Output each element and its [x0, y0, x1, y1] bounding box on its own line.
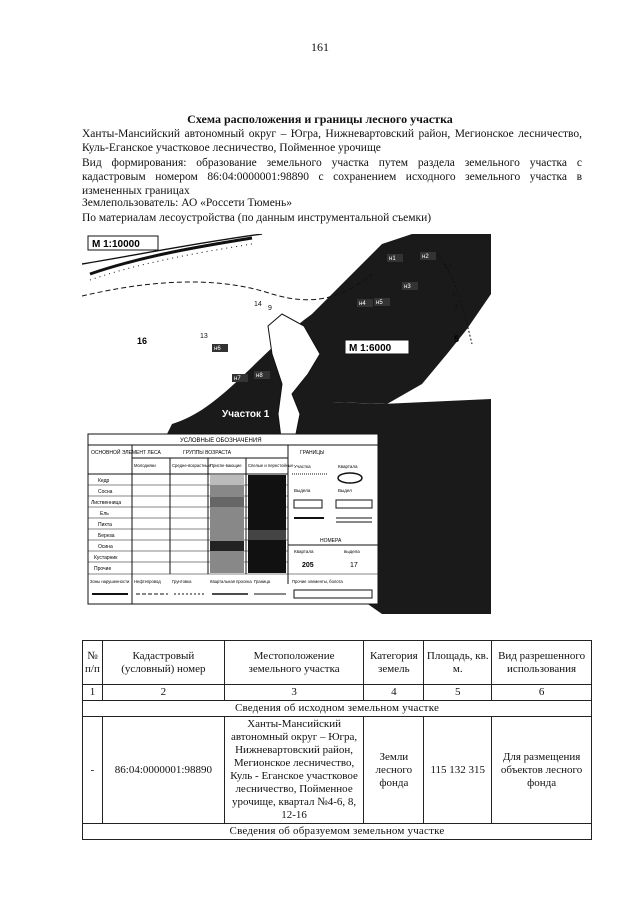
legend-species-label: Ель	[100, 511, 109, 517]
legend-species-header: ОСНОВНОЙ ЭЛЕМЕНТ ЛЕСА	[91, 450, 161, 456]
map-drawing	[82, 234, 491, 614]
land-user-paragraph: Землепользователь: АО «Россети Тюмень»	[82, 197, 292, 209]
vydel-label: н2	[422, 254, 429, 260]
legend-age-label: Приспе-вающие	[210, 463, 242, 468]
point-label: 17	[444, 264, 452, 271]
legend-bottom-label: Граница	[254, 579, 271, 584]
site-scheme-map	[82, 234, 491, 614]
section-formed-row	[83, 824, 592, 840]
header-area: Площадь, кв. м.	[424, 641, 492, 685]
table-row	[83, 717, 592, 824]
index-cell: 3	[224, 685, 364, 701]
table-header-row	[83, 641, 592, 685]
section-source-title: Сведения об исходном земельном участке	[83, 701, 592, 717]
legend-vydel-number: 17	[350, 562, 358, 569]
legend-numbering-label: выдела	[344, 549, 360, 554]
table-index-row	[83, 685, 592, 701]
legend-bottom-label: Квартальная просека	[210, 579, 252, 584]
legend-species-label: Прочие	[94, 566, 112, 572]
land-plot-table	[82, 640, 592, 840]
row-location: Ханты-Мансийский автономный округ – Югра, Нижневартовский район, Мегионское лесничество, Куль - Еганское участковое лесничество, Пойменное урочище, квартал №4-6, 8, 12-16	[224, 717, 364, 824]
legend-age-label: Молодняки	[134, 463, 156, 468]
quarter-label-2: 5	[454, 334, 460, 344]
legend-species-label: Кустарник	[94, 555, 118, 561]
legend-bottom-label: Грунтовка	[172, 579, 192, 584]
header-usage: Вид разрешенного использования	[492, 641, 592, 685]
map-legend	[88, 434, 378, 604]
legend-numbering-label: Квартала	[294, 549, 314, 554]
legend-border-label: Выдела	[294, 488, 311, 493]
vydel-label: н1	[389, 256, 396, 262]
legend-species-label: Пихта	[98, 522, 112, 528]
index-cell: 1	[83, 685, 103, 701]
location-paragraph: Ханты-Мансийский автономный округ – Югра, Нижневартовский район, Мегионское лесничество, Куль-Еганское участковое лесничество, Пойменное урочище	[82, 128, 582, 154]
row-area: 115 132 315	[424, 717, 492, 824]
row-cadastral: 86:04:0000001:98890	[102, 717, 224, 824]
point-label: 1	[452, 291, 456, 298]
legend-numbering-title: НОМЕРА	[320, 538, 342, 544]
legend-species-label: Береза	[98, 533, 115, 539]
legend-species-label: Лиственница	[91, 500, 122, 506]
legend-border-label: Квартала	[338, 464, 358, 469]
vydel-label: н5	[376, 300, 383, 306]
row-category: Земли лесного фонда	[364, 717, 424, 824]
basis-paragraph: По материалам лесоустройства (по данным инструментальной съемки)	[82, 212, 432, 224]
legend-age-label: Спелые и перестойные	[248, 463, 294, 468]
vydel-label: н3	[404, 284, 411, 290]
point-label: 9	[268, 305, 272, 312]
quarter-label: 16	[137, 336, 148, 346]
index-cell: 6	[492, 685, 592, 701]
legend-borders-header: ГРАНИЦЫ	[300, 450, 325, 456]
plot-label: Участок 1	[222, 409, 270, 420]
legend-species-label: Сосна	[98, 489, 113, 495]
document-title: Схема расположения и границы лесного участка	[187, 112, 453, 126]
header-location: Местоположение земельного участка	[224, 641, 364, 685]
row-num: -	[83, 717, 103, 824]
legend-bottom-label: Зоны нарушенности	[90, 579, 130, 584]
legend-age-header: ГРУППЫ ВОЗРАСТА	[183, 450, 232, 456]
page-number: 161	[311, 40, 329, 54]
legend-border-label: Выдел	[338, 488, 352, 493]
scale-main-label: М 1:10000	[92, 239, 140, 250]
formation-paragraph: Вид формирования: образование земельного участка путем раздела земельного участка с кадастровым номером 86:04:0000001:98890 с сохранением исходного земельного участка в измененных границах	[82, 157, 582, 197]
scale-inset-label: М 1:6000	[349, 343, 392, 354]
point-label: 13	[200, 333, 208, 340]
legend-age-label: Средне-возрастные	[172, 463, 211, 468]
header-category: Категория земель	[364, 641, 424, 685]
vydel-label: н6	[214, 346, 221, 352]
legend-bottom-label: Прочие элементы, болота	[292, 579, 343, 584]
quarter-border	[82, 274, 372, 300]
section-source-row	[83, 701, 592, 717]
index-cell: 5	[424, 685, 492, 701]
index-cell: 4	[364, 685, 424, 701]
header-num: № п/п	[83, 641, 103, 685]
point-label: 14	[254, 301, 262, 308]
row-usage: Для размещения объектов лесного фонда	[492, 717, 592, 824]
vydel-label: н4	[359, 301, 366, 307]
legend-quarter-number: 205	[302, 562, 314, 569]
vydel-label: н7	[234, 376, 241, 382]
legend-title: УСЛОВНЫЕ ОБОЗНАЧЕНИЯ	[180, 438, 262, 444]
legend-species-label: Кедр	[98, 478, 110, 484]
index-cell: 2	[102, 685, 224, 701]
legend-border-label: Участка	[294, 464, 311, 469]
section-formed-title: Сведения об образуемом земельном участке	[83, 824, 592, 840]
header-cadastral: Кадастровый (условный) номер	[102, 641, 224, 685]
legend-species-label: Осина	[98, 544, 113, 550]
legend-bottom-label: Нефтепровод	[134, 579, 161, 584]
point-label: 2	[454, 304, 458, 311]
vydel-label: н8	[256, 373, 263, 379]
